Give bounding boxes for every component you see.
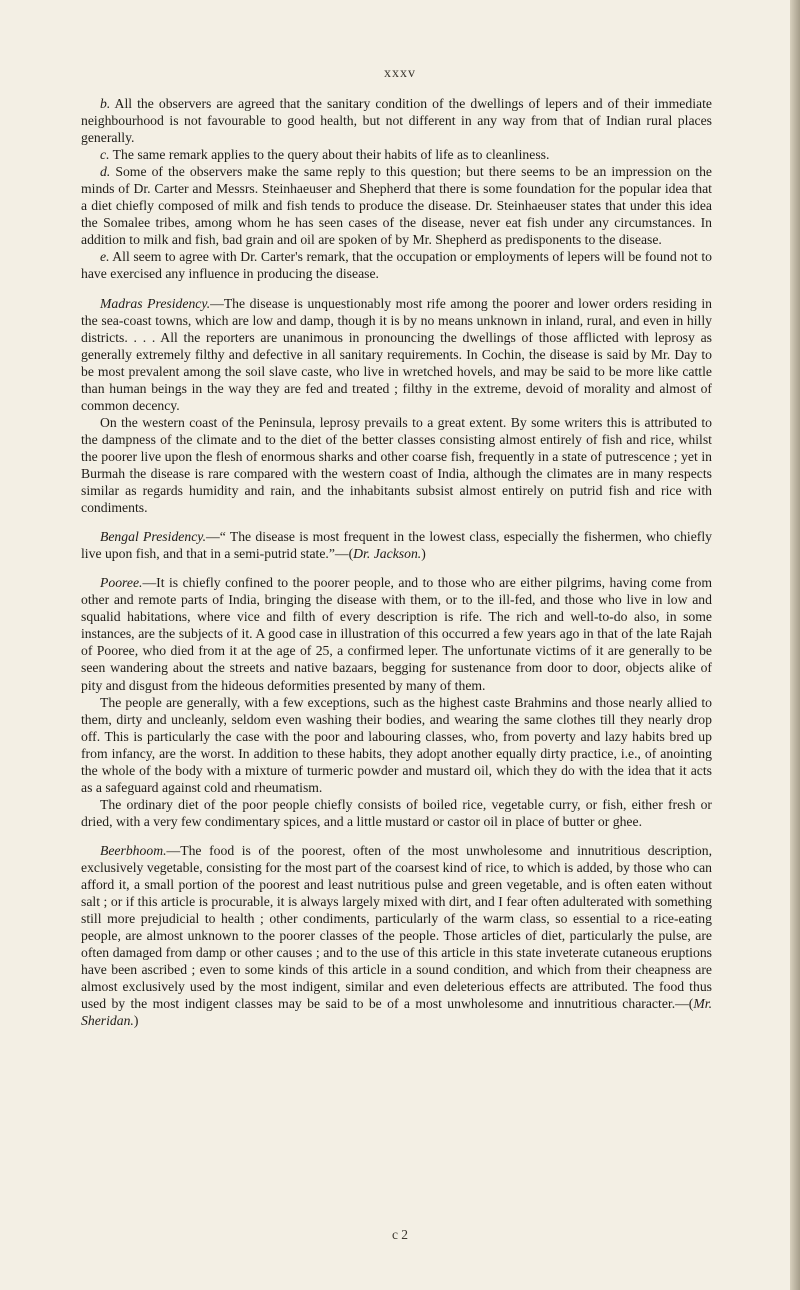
paragraph <box>81 842 712 1030</box>
paragraph-text: The people are generally, with a few exceptions, such as the highest caste Brahmins and those nearly allied to them, dirty and uncleanly, seldom even washing their bodies, and wearing the same clothes till they nearly drop off. This is particularly the case with the poor and labouring classes, who, from poverty and lazy habits bred up from infancy, are the worst. In addition to these habits, they adopt another equally dirty practice, i.e., of anointing the whole of the body with a mixture of turmeric powder and mustard oil, which they do with the idea that it acts as a safeguard against cold and rheumatism. <box>81 694 712 795</box>
citation: Dr. Jackson. <box>353 546 422 562</box>
body-text <box>81 95 712 1029</box>
paragraph-text: —The disease is unquestionably most rife among the poorer and lower orders residing in the sea-coast towns, which are low and damp, though it is by no means unknown in inland, rural, and even in hilly districts. . . . All the reporters are unanimous in pronouncing the dwellings of those afflicted with leprosy as generally extremely filthy and defective in all sanitary requirements. In Cochin, the disease is said by Mr. Day to be most prevalent among the soil slave caste, who live in wretched hovels, and may be said to be more like cattle than human beings in the way they are fed and treated ; filthy in the extreme, devoid of morality and almost of common decency. <box>81 295 712 413</box>
paragraph-label: e. <box>100 249 110 265</box>
paragraph-text: The ordinary diet of the poor people chiefly consists of boiled rice, vegetable curry, or fish, either fresh or dried, with a very few condimentary spices, and a little mustard or castor oil in place of butter or ghee. <box>81 796 712 829</box>
section-heading-beerbhoom: Beerbhoom. <box>100 842 167 858</box>
paragraph <box>81 95 712 146</box>
section-heading-bengal: Bengal Presidency. <box>100 529 207 545</box>
paragraph-text: Some of the observers make the same reply to this question; but there seems to be an impression on the minds of Dr. Carter and Messrs. Steinhaeuser and Shepherd that there is some foundation for the popular idea that a diet chiefly composed of milk and fish tends to produce the disease. Dr. Steinhaeuser states that under this idea the Somalee tribes, among whom he has seen cases of the disease, never eat fish under any circumstances. In addition to milk and fish, bad grain and oil are spoken of by Mr. Shepherd as predisponents to the disease. <box>81 164 712 248</box>
paragraph-text: All the observers are agreed that the sanitary condition of the dwellings of lepers and of their immediate neighbourhood is not favourable to good health, but not different in any way from that of Indian rural places generally. <box>81 96 712 146</box>
citation: Mr. Sheridan. <box>81 996 712 1029</box>
paragraph <box>81 528 712 562</box>
paragraph-text: The same remark applies to the query about their habits of life as to cleanliness. <box>109 147 550 163</box>
paragraph-text: —“ The disease is most frequent in the lowest class, especially the fishermen, who chiefly live upon fish, and that in a semi-putrid state.”—( <box>81 529 713 562</box>
paragraph <box>81 248 712 282</box>
signature-mark: c 2 <box>391 1227 409 1242</box>
paragraph-label: c. <box>100 147 110 163</box>
paragraph <box>81 574 712 693</box>
running-head: xxxv <box>384 66 416 81</box>
citation-close: ) <box>421 546 426 562</box>
page-edge-shadow <box>790 0 800 1290</box>
paragraph <box>81 295 712 414</box>
paragraph <box>81 796 712 830</box>
paragraph-text: On the western coast of the Peninsula, leprosy prevails to a great extent. By some writers this is attributed to the dampness of the climate and to the diet of the better classes consisting almost entirely of fish and rice, whilst the poorer live upon the flesh of enormous sharks and other coarse fish, frequently in a state of putrescence ; yet in Burmah the disease is rare compared with the western coast of India, although the climates are in many respects similar as regards humidity and rain, and the inhabitants subsist almost entirely on putrid fish and rice with condiments. <box>81 414 712 516</box>
section-heading-madras: Madras Presidency. <box>100 295 211 311</box>
paragraph-text: —It is chiefly confined to the poorer people, and to those who are either pilgrims, having come from other and remote parts of India, bringing the disease with them, or to the ill-fed, and those who live in low and squalid habitations, where vice and filth of every description is rife. The rich and well-to-do also, in some instances, are the subjects of it. A good case in illustration of this occurred a few years ago in that of the late Rajah of Pooree, who died from it at the age of 25, a confirmed leper. The unfortunate victims of it are generally to be seen wandering about the streets and native bazaars, begging for sustenance from door to door, objects alike of pity and disgust from the hideous deformities presented by many of them. <box>81 575 712 693</box>
paragraph <box>81 414 712 516</box>
citation-close: ) <box>133 1013 139 1029</box>
section-heading-pooree: Pooree. <box>100 575 143 591</box>
paragraph <box>81 163 712 248</box>
paragraph-text: All seem to agree with Dr. Carter's remark, that the occupation or employments of lepers will be found not to have exercised any influence in producing the disease. <box>81 249 712 282</box>
paragraph <box>81 146 712 163</box>
paragraph-label: b. <box>100 96 111 111</box>
paragraph-text: —The food is of the poorest, often of the most unwholesome and innutritious description, exclusively vegetable, consisting for the most part of the coarsest kind of rice, to which is added, by those who can afford it, a small portion of the poorest and least nutritious pulse and green vegetable, and is often eaten without salt ; or if this article is procurable, it is always largely mixed with dirt, and I fear often adulterated with something still more prejudicial to health ; other condiments, particularly of the warm class, so essential to a rice-eating people, are almost unknown to the poorer classes of the people. Those articles of diet, particularly the pulse, are often damaged from damp or other causes ; and to the use of this article in this state inveterate cutaneous eruptions have been ascribed ; even to some kinds of this article in a sound condition, and which from their cheapness are almost exclusively used by the most indigent, similar and even deleterious effects are attributed. The food thus used by the most indigent classes may be said to be of a most unwholesome and innutritious character.—( <box>81 842 712 1012</box>
paragraph <box>81 694 712 796</box>
paragraph-label: d. <box>100 164 111 180</box>
